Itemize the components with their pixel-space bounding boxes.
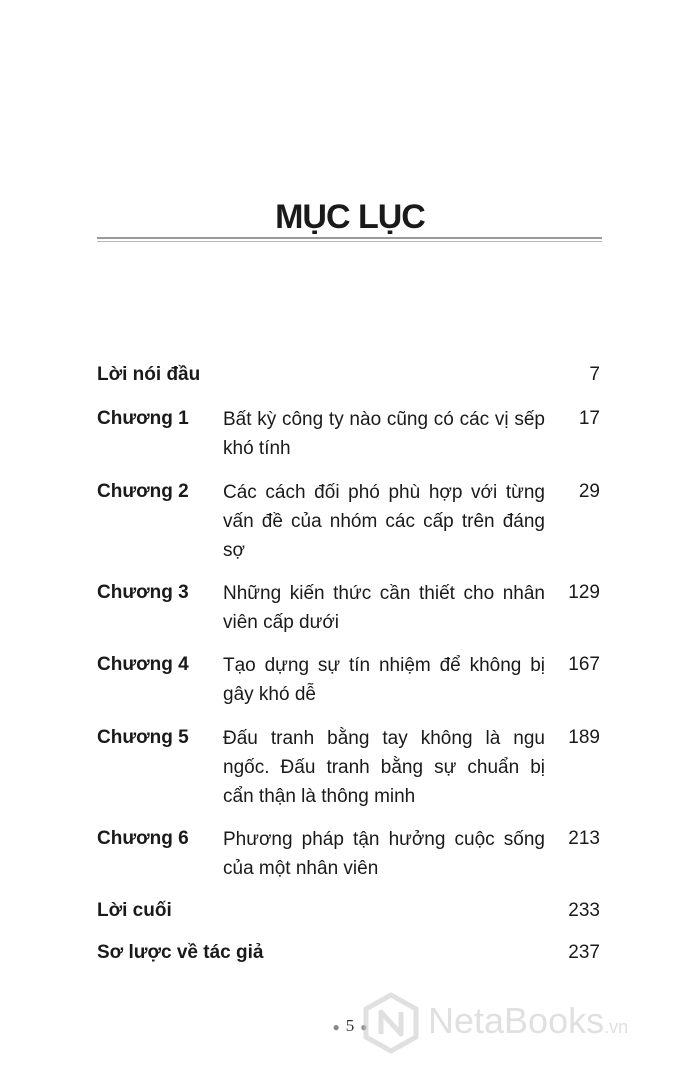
toc-entry-page: 29 <box>578 481 600 502</box>
bullet-icon: ● <box>360 1019 368 1034</box>
watermark-brand: NetaBooks <box>428 1000 605 1041</box>
toc-entry-page: 233 <box>568 900 600 921</box>
toc-entry-label: Lời nói đầu <box>97 364 201 385</box>
page-title: MỤC LỤC <box>275 198 425 236</box>
netabooks-logo-icon <box>360 992 422 1054</box>
toc-entry-page: 17 <box>578 408 600 429</box>
toc-entry-page: 129 <box>568 582 600 603</box>
toc-entry-text: Những kiến thức cần thiết cho nhân viên cấp dưới <box>223 583 545 633</box>
toc-entry-text: Bất kỳ công ty nào cũng có các vị sếp khó tính <box>223 409 545 459</box>
toc-entry-page: 7 <box>589 364 600 385</box>
toc-entry-text: Đấu tranh bằng tay không là ngu ngốc. Đấu tranh bằng sự chuẩn bị cẩn thận là thông minh <box>223 728 545 807</box>
watermark <box>360 990 700 1055</box>
toc-entry-page: 189 <box>568 727 600 748</box>
toc-entry-label: Chương 5 <box>97 727 189 748</box>
page-number: 5 <box>345 1016 355 1035</box>
toc-entry-text: Các cách đối phó phù hợp với từng vấn đề của nhóm các cấp trên đáng sợ <box>223 482 545 561</box>
toc-entry-text: Tạo dựng sự tín nhiệm để không bị gây khó dễ <box>223 655 545 705</box>
title-underline <box>97 237 602 239</box>
watermark-suffix: .vn <box>604 1017 629 1037</box>
toc-entry-text: Phương pháp tận hưởng cuộc sống của một nhân viên <box>223 829 545 879</box>
toc-entry-page: 237 <box>568 942 600 963</box>
watermark-text <box>428 1000 628 1042</box>
title-underline-thin <box>97 241 602 242</box>
toc-entry-label: Chương 1 <box>97 408 189 429</box>
toc-entry-label: Chương 3 <box>97 582 189 603</box>
toc-entry-label: Chương 4 <box>97 654 189 675</box>
toc-entry-label: Chương 6 <box>97 828 189 849</box>
toc-entry-label: Lời cuối <box>97 900 172 921</box>
toc-entry-label: Sơ lược về tác giả <box>97 942 264 963</box>
bullet-icon: ● <box>332 1019 340 1034</box>
toc-entry-label: Chương 2 <box>97 481 189 502</box>
toc-entry-page: 213 <box>568 828 600 849</box>
toc-entry-page: 167 <box>568 654 600 675</box>
